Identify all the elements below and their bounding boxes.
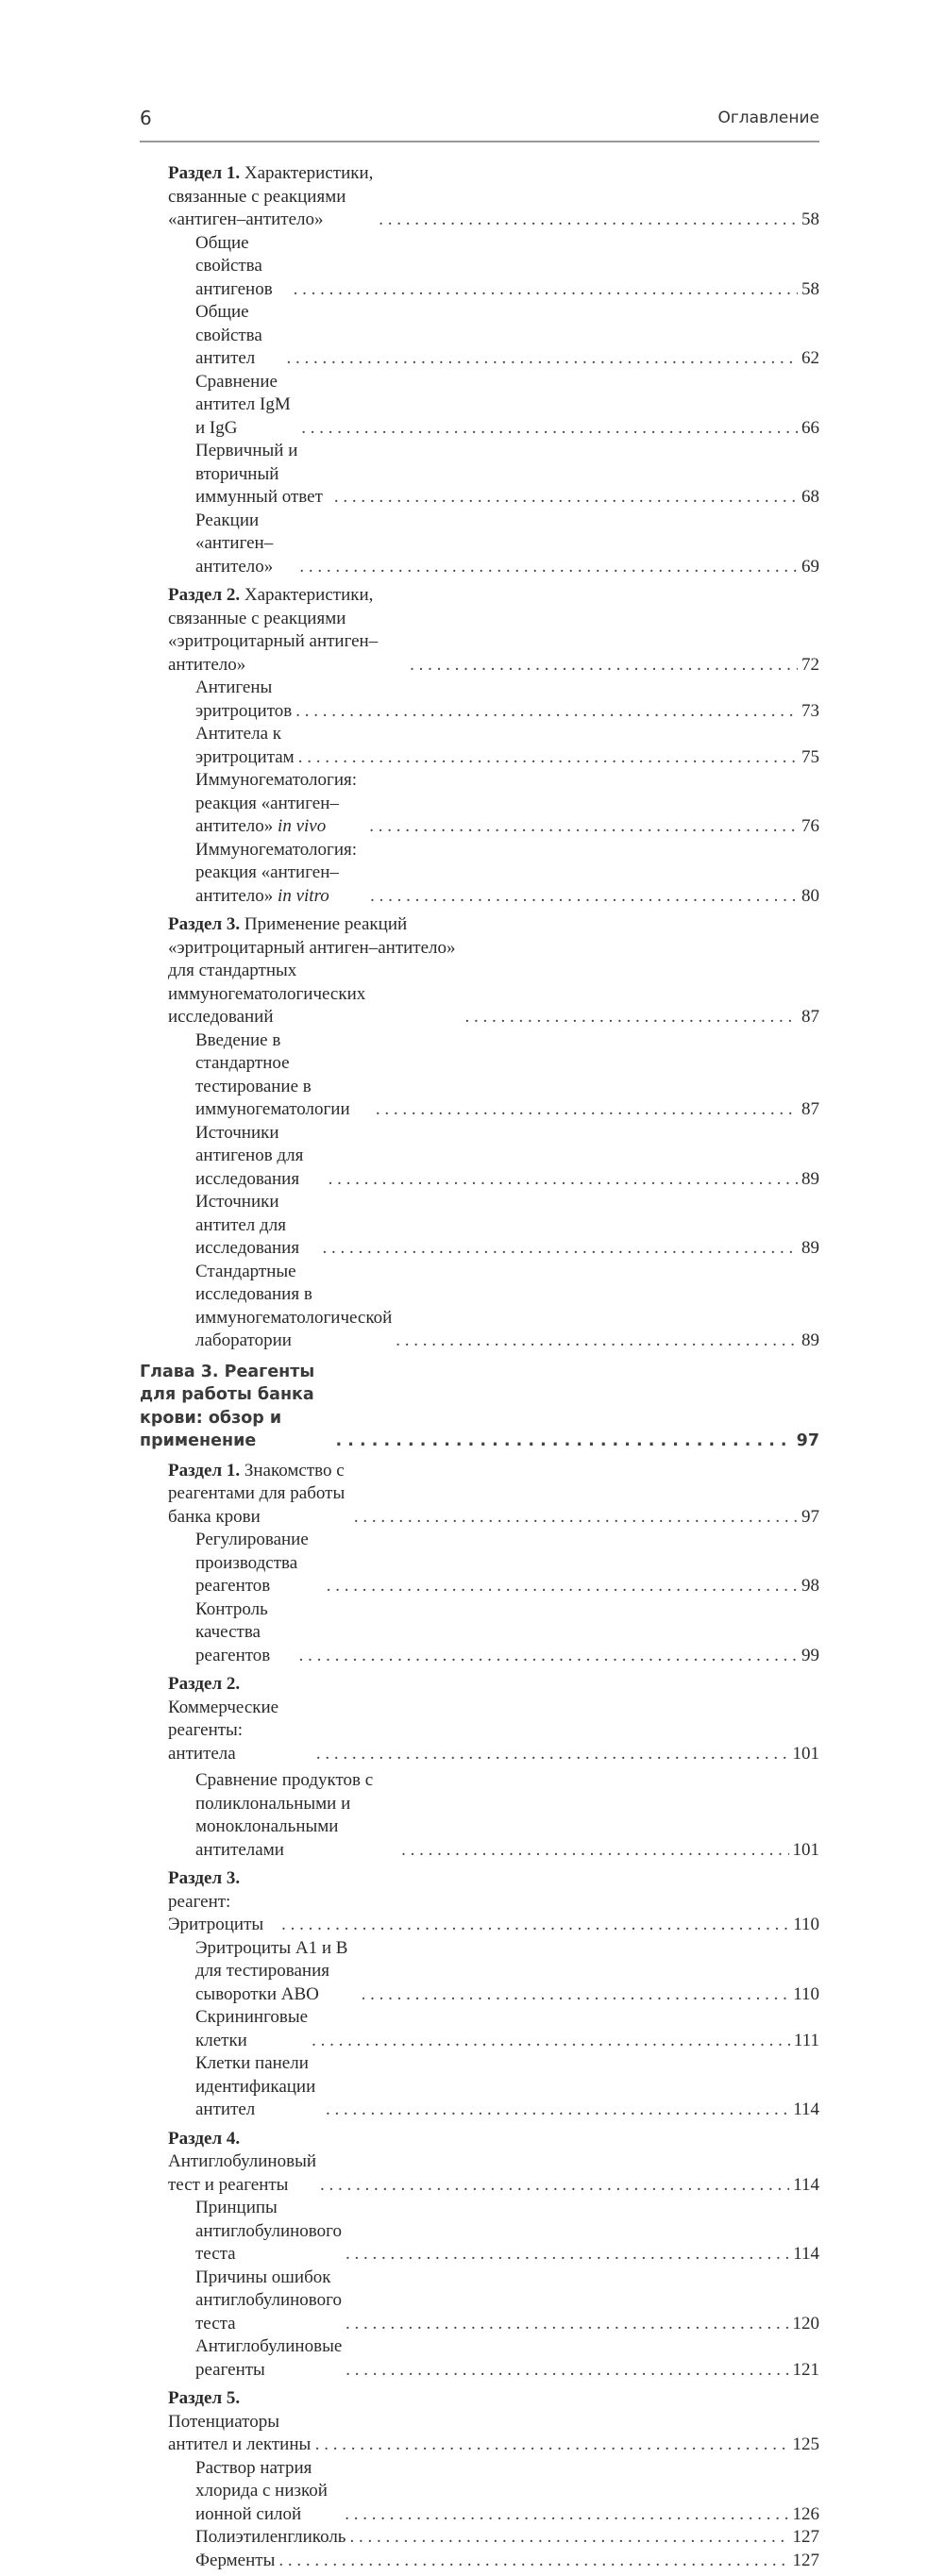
item-title: Принципы антиглобулинового теста [195, 2198, 342, 2264]
toc-section-group [140, 162, 819, 578]
page-ref: 97 [796, 1431, 819, 1450]
toc-section-entry[interactable] [140, 2387, 819, 2457]
toc-section-entry[interactable] [140, 1673, 819, 1765]
toc-item[interactable] [140, 2335, 819, 2382]
item-title-italic: in vitro [278, 885, 329, 906]
dot-leader [379, 209, 798, 232]
page-ref: 114 [793, 2174, 819, 2195]
item-title: Источники антигенов для исследования [195, 1122, 304, 1189]
page-ref: 68 [801, 487, 819, 507]
item-title: Иммуногематология: реакция «антиген–антитело» [195, 770, 358, 836]
dot-leader [370, 885, 798, 909]
page-ref: 89 [801, 1238, 819, 1258]
dot-leader [345, 2503, 788, 2527]
section-title: Характеристики, связанные с реакциями «эритроцитарный антиген–антитело» [168, 585, 379, 675]
dot-leader [336, 1430, 793, 1453]
toc-section-entry[interactable] [140, 162, 819, 232]
item-title: Общие свойства антигенов [195, 232, 273, 299]
page-ref: 87 [801, 1099, 819, 1119]
item-title: Эритроциты A1 и B для тестирования сыворотки ABO [195, 1937, 348, 2004]
item-title: Сравнение антител IgM и IgG [195, 371, 291, 438]
toc-section-group [140, 1460, 819, 1668]
toc-item[interactable] [140, 301, 819, 371]
dot-leader [301, 417, 798, 441]
dot-leader [316, 1743, 789, 1766]
toc-item[interactable] [140, 371, 819, 441]
toc-section-group [140, 913, 819, 1353]
section-title: Коммерческие реагенты: антитела [168, 1697, 279, 1764]
toc-section-group [140, 2387, 819, 2572]
page-ref: 75 [801, 746, 819, 767]
section-label: Раздел 3. [168, 1868, 241, 1888]
dot-leader [278, 2550, 788, 2573]
toc-item[interactable] [140, 2550, 819, 2573]
page-ref: 89 [801, 1330, 819, 1350]
toc-item[interactable] [140, 2006, 819, 2052]
item-title: Стандартные исследования в иммуногематологической лаборатории [195, 1261, 393, 1350]
table-of-contents [140, 162, 819, 2576]
dot-leader [295, 700, 798, 724]
page-ref: 76 [801, 816, 819, 836]
page-ref: 62 [801, 348, 819, 368]
page-ref: 80 [801, 885, 819, 906]
page-ref: 58 [801, 209, 819, 229]
toc-item[interactable] [140, 2267, 819, 2336]
toc-section-entry[interactable] [140, 913, 819, 1029]
item-title: Раствор натрия хлорида с низкой ионной силой [195, 2457, 328, 2524]
toc-item[interactable] [140, 839, 819, 909]
toc-item[interactable] [140, 1937, 819, 2007]
page-ref: 125 [792, 2434, 819, 2454]
page-ref: 101 [792, 1839, 819, 1860]
page-ref: 66 [801, 417, 819, 438]
toc-item[interactable] [140, 232, 819, 302]
toc-section-group [140, 1867, 819, 2122]
toc-item[interactable] [140, 2052, 819, 2122]
dot-leader [396, 1330, 798, 1353]
dot-leader [346, 2243, 789, 2267]
running-head: Оглавление [717, 109, 819, 127]
section-title: Знакомство с реагентами для работы банка крови [168, 1460, 346, 1527]
page-ref: 98 [801, 1576, 819, 1596]
toc-item[interactable] [140, 769, 819, 839]
dot-leader [401, 1839, 788, 1863]
toc-item[interactable] [140, 2197, 819, 2267]
dot-leader [298, 746, 798, 770]
item-title: Регулирование производства реагентов [195, 1530, 309, 1596]
page-ref: 127 [792, 2550, 819, 2570]
item-title: Контроль качества реагентов [195, 1598, 271, 1665]
item-title: Сравнение продуктов с поликлональными и моноклональными антителами [195, 1770, 374, 1860]
page-ref: 110 [793, 1983, 819, 2004]
page-ref: 111 [793, 2030, 819, 2050]
section-label: Раздел 3. [168, 914, 241, 934]
toc-section-group [140, 2128, 819, 2383]
page-ref: 73 [801, 700, 819, 721]
toc-item[interactable] [140, 1598, 819, 1668]
dot-leader [299, 1645, 798, 1668]
page-ref: 72 [801, 654, 819, 675]
dot-leader [312, 2030, 790, 2053]
toc-item[interactable] [140, 510, 819, 579]
page-ref: 69 [801, 556, 819, 577]
page-ref: 58 [801, 278, 819, 299]
toc-item[interactable] [140, 677, 819, 723]
dot-leader [354, 1506, 798, 1530]
section-label: Раздел 2. [168, 585, 241, 605]
dot-leader [299, 556, 798, 579]
toc-item[interactable] [140, 1529, 819, 1598]
dot-leader [369, 815, 798, 839]
dot-leader [286, 347, 798, 371]
toc-item[interactable] [140, 1261, 819, 1353]
page-ref: 110 [793, 1915, 819, 1934]
toc-item[interactable] [140, 723, 819, 769]
item-title: Ферменты [195, 2550, 276, 2570]
item-title: Первичный и вторичный иммунный ответ [195, 441, 323, 507]
section-label: Раздел 2. [168, 1674, 241, 1694]
dot-leader [349, 2526, 788, 2550]
section-title: Применение реакций «эритроцитарный антиген–антитело» для стандартных иммуногематологических исследований [168, 914, 456, 1027]
section-title: реагент: Эритроциты [168, 1891, 264, 1934]
toc-item[interactable] [140, 2526, 819, 2550]
toc-item[interactable] [140, 1029, 819, 1122]
dot-leader [376, 1098, 798, 1122]
item-title: Реакции «антиген–антитело» [195, 510, 274, 577]
page-number: 6 [140, 107, 152, 129]
item-title-italic: in vivo [278, 816, 327, 836]
dot-leader [320, 2174, 789, 2198]
item-title: Введение в стандартное тестирование в иммуногематологии [195, 1029, 350, 1119]
dot-leader [329, 1168, 798, 1192]
item-title: Причины ошибок антиглобулинового теста [195, 2267, 342, 2333]
page-ref: 114 [793, 2099, 819, 2119]
page-ref: 99 [801, 1645, 819, 1665]
item-title: Полиэтиленгликоль [195, 2527, 346, 2547]
toc-section-entry[interactable] [140, 584, 819, 677]
page-ref: 114 [793, 2244, 819, 2264]
dot-leader [315, 2434, 789, 2457]
page-ref: 89 [801, 1168, 819, 1189]
section-title: Потенциаторы антител и лектины [168, 2411, 312, 2454]
section-title: Антиглобулиновый тест и реагенты [168, 2151, 317, 2195]
header-rule [140, 141, 819, 142]
section-label: Раздел 1. [168, 1460, 241, 1480]
dot-leader [410, 654, 798, 677]
page-ref: 127 [792, 2527, 819, 2547]
page-ref: 121 [792, 2359, 819, 2380]
item-title: Антигены эритроцитов [195, 677, 293, 721]
dot-leader [326, 2099, 789, 2122]
chapter-title: Глава 3. Реагенты для работы банка крови: обзор и применение [140, 1362, 315, 1450]
section-label: Раздел 4. [168, 2128, 241, 2149]
toc-section-entry[interactable] [140, 2128, 819, 2198]
toc-section-entry[interactable] [140, 1460, 819, 1530]
item-title: Скрининговые клетки [195, 2007, 309, 2050]
page-ref: 120 [792, 2313, 819, 2333]
item-title: Клетки панели идентификации антител [195, 2053, 316, 2119]
toc-chapter-entry[interactable] [140, 1361, 819, 1453]
item-title: Источники антител для исследования [195, 1192, 300, 1258]
page-ref: 97 [801, 1506, 819, 1527]
toc-item[interactable] [140, 440, 819, 510]
item-title: Антитела к эритроцитам [195, 724, 295, 767]
page-ref: 126 [792, 2503, 819, 2524]
toc-item[interactable] [140, 2457, 819, 2527]
section-label: Раздел 1. [168, 163, 241, 183]
item-title: Антиглобулиновые реагенты [195, 2336, 343, 2380]
dot-leader [281, 1914, 789, 1937]
dot-leader [294, 278, 798, 302]
section-title: Характеристики, связанные с реакциями «антиген–антитело» [168, 163, 374, 229]
toc-item[interactable] [140, 1191, 819, 1261]
page-ref: 87 [801, 1007, 819, 1027]
toc-item[interactable] [140, 1122, 819, 1192]
toc-section-group [140, 1673, 819, 1862]
item-title: Иммуногематология: реакция «антиген–антитело» [195, 839, 358, 906]
dot-leader [465, 1006, 798, 1029]
toc-section-entry[interactable] [140, 1867, 819, 1937]
dot-leader [327, 1575, 798, 1598]
dot-leader [334, 486, 798, 510]
toc-section-group [140, 584, 819, 908]
item-title: Общие свойства антител [195, 302, 262, 368]
dot-leader [346, 2313, 789, 2336]
dot-leader [346, 2359, 788, 2383]
dot-leader [322, 1237, 798, 1261]
dot-leader [362, 1983, 790, 2007]
section-label: Раздел 5. [168, 2388, 241, 2408]
page-ref: 101 [792, 1743, 819, 1764]
toc-item[interactable] [140, 1769, 819, 1862]
